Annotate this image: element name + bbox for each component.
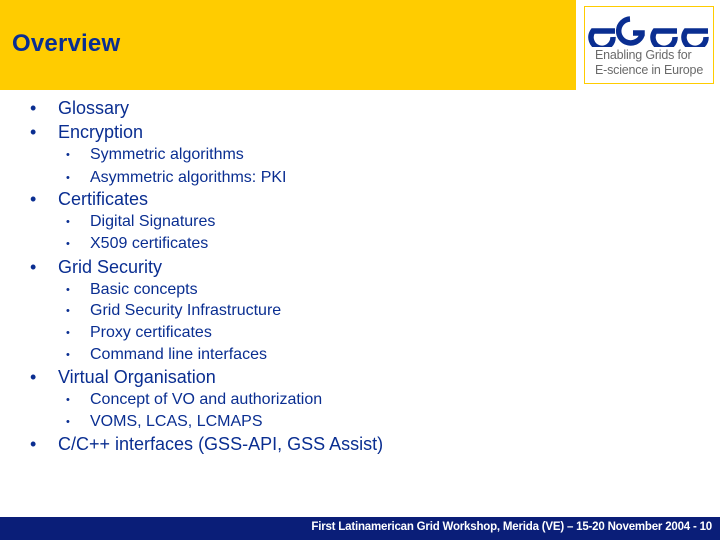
- sub-bullet-label: Asymmetric algorithms: PKI: [90, 169, 287, 186]
- sub-bullet-label: Basic concepts: [90, 281, 198, 298]
- bullet-label: Encryption: [58, 122, 144, 142]
- sub-bullet-icon: •: [66, 284, 70, 296]
- sub-bullet-label: VOMS, LCAS, LCMAPS: [90, 413, 263, 430]
- sub-bullet-icon: •: [66, 172, 70, 184]
- bullet-label: Grid Security: [58, 257, 163, 277]
- bullet-icon: •: [30, 367, 37, 387]
- sub-bullet-icon: •: [66, 216, 70, 228]
- sub-bullet-label: Symmetric algorithms: [90, 146, 244, 163]
- sub-bullet-label: X509 certificates: [90, 235, 209, 252]
- bullet-label: Virtual Organisation: [58, 367, 216, 387]
- sub-bullet-label: Command line interfaces: [90, 346, 267, 363]
- footer-bar: [0, 516, 720, 540]
- sub-bullet-icon: •: [66, 327, 70, 339]
- bullet-icon: •: [30, 98, 37, 118]
- sub-bullet-icon: •: [66, 305, 70, 317]
- sub-bullet-label: Concept of VO and authorization: [90, 391, 323, 408]
- bullet-label: Certificates: [58, 189, 149, 209]
- sub-bullet-label: Digital Signatures: [90, 213, 216, 230]
- bullet-icon: •: [30, 189, 37, 209]
- sub-bullet-icon: •: [66, 149, 70, 161]
- bullet-icon: •: [30, 257, 37, 277]
- sub-bullet-label: Proxy certificates: [90, 324, 212, 341]
- bullet-icon: •: [30, 122, 37, 142]
- logo-tagline-line1: Enabling Grids for: [595, 48, 692, 62]
- bullet-label: Glossary: [58, 98, 130, 118]
- sub-bullet-icon: •: [66, 416, 70, 428]
- sub-bullet-label: Grid Security Infrastructure: [90, 302, 282, 319]
- bullet-label: C/C++ interfaces (GSS-API, GSS Assist): [58, 434, 384, 454]
- sub-bullet-icon: •: [66, 238, 70, 250]
- slide-title: Overview: [12, 30, 121, 57]
- logo-tagline-line2: E-science in Europe: [595, 63, 704, 77]
- footer-caption: First Latinamerican Grid Workshop, Merida (VE) – 15-20 November 2004 - 10: [311, 521, 712, 533]
- bullet-icon: •: [30, 434, 37, 454]
- sub-bullet-icon: •: [66, 349, 70, 361]
- sub-bullet-icon: •: [66, 394, 70, 406]
